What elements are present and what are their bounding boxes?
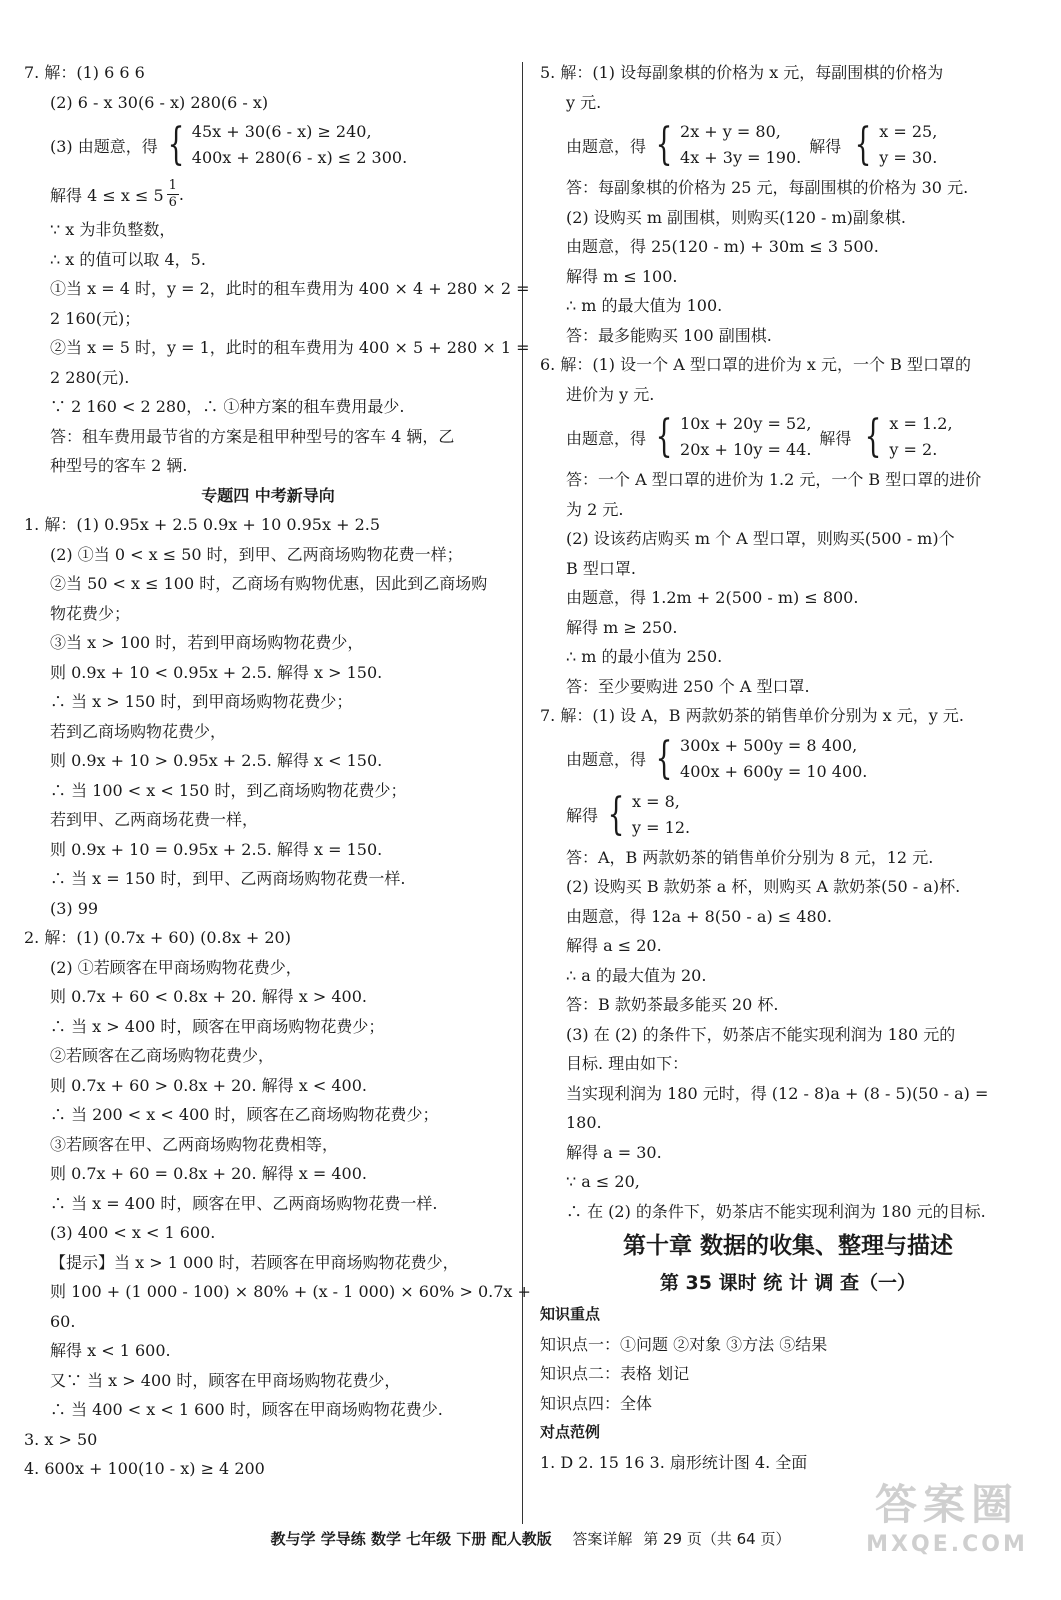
answer-line: ②当 50 < x ≤ 100 时，乙商场有购物优惠，因此到乙商场购 [50,574,488,593]
equation-system [540,117,1036,173]
equation-solution [540,787,1036,843]
answer-line: 180. [566,1113,602,1132]
left-brace-icon: { [655,411,673,462]
system-prefix: 解得 [566,806,599,825]
equation: 400x + 280(6 - x) ≤ 2 300. [191,148,408,167]
answer-line: ③若顾客在甲、乙两商场购物花费相等， [50,1134,339,1154]
answer-line: ∴ 当 x > 150 时，到甲商场购物花费少； [50,692,353,711]
period: . [178,184,185,204]
system-solution [632,789,690,841]
knowledge-line: 知识点四：全体 [540,1393,653,1413]
footer-page: 第 29 页（共 64 页） [643,1530,791,1548]
solution: x = 8, [632,791,680,811]
answer-line: 答：每副象棋的价格为 25 元，每副围棋的价格为 30 元. [566,178,969,197]
watermark-logo [847,1478,1047,1588]
answer-line: ∴ 当 x > 400 时，顾客在甲商场购物花费少； [50,1016,385,1036]
system-equations [192,119,407,171]
answer-line: (2) ①若顾客在甲商场购物花费少， [50,957,302,977]
answer-line: 则 0.9x + 10 = 0.95x + 2.5. 解得 x = 150. [50,839,383,859]
system-equations [680,119,801,171]
answer-line: 1. 解：(1) 0.95x + 2.5 0.9x + 10 0.95x + 2.5 [24,515,381,534]
answer-line: 则 0.7x + 60 = 0.8x + 20. 解得 x = 400. [50,1164,367,1183]
answer-line: (2) 设该药店购买 m 个 A 型口罩，则购买(500 - m)个 [566,529,955,548]
right-column [540,58,1036,1477]
solve-label: 解得 [819,428,852,448]
answer-line: 解得 m ≤ 100. [566,266,678,286]
answer-line: 为 2 元. [566,499,624,519]
answer-line: 答：租车费用最节省的方案是租甲种型号的客车 4 辆，乙 [50,426,455,446]
system-solution [889,411,952,463]
answer-line: 2 160(元)； [50,308,141,328]
system-prefix: 由题意，得 [566,428,647,448]
topic-heading: 专题四 中考新导向 [201,485,335,505]
solution: x = 1.2, [889,414,953,433]
answer-line: 6. 解：(1) 设一个 A 型口罩的进价为 x 元，一个 B 型口罩的 [540,355,971,374]
answer-line: 答：最多能购买 100 副围棋. [566,325,772,345]
answer-line: ∵ a ≤ 20, [566,1172,640,1191]
answer-line: 进价为 y 元. [566,384,655,404]
answer-line: (3) 400 < x < 1 600. [50,1223,216,1242]
system-prefix: (3) 由题意，得 [50,136,158,156]
equation: 400x + 600y = 10 400. [680,761,868,781]
system-prefix: 由题意，得 [566,136,647,156]
answer-line: (3) 99 [50,898,99,918]
answer-line: 由题意，得 12a + 8(50 - a) ≤ 480. [566,906,832,926]
answer-line: 由题意，得 25(120 - m) + 30m ≤ 3 500. [566,237,879,256]
answer-line: ∵ x 为非负整数， [50,220,176,239]
answer-line [24,173,512,215]
equation: 2x + y = 80, [680,122,781,141]
answer-line: ∴ x 的值可以取 4，5. [50,249,206,269]
answer-line: 则 100 + (1 000 - 100) × 80% + (x - 1 000) × 60% > 0.7x + [50,1282,531,1301]
system-equations [680,411,811,463]
system-prefix: 由题意，得 [566,750,647,769]
answer-line: 物花费少； [50,603,131,623]
solution: y = 12. [632,817,691,837]
answer-line: 若到乙商场购物花费少， [50,721,227,741]
solution: y = 30. [879,148,938,167]
equation: 45x + 30(6 - x) ≥ 240, [191,122,372,141]
answer-line: ②若顾客在乙商场购物花费少， [50,1046,275,1065]
answer-line: 当实现利润为 180 元时，得 (12 - 8)a + (8 - 5)(50 - a) = [566,1083,989,1103]
answer-line: 种型号的客车 2 辆. [50,456,188,475]
left-brace-icon: { [607,788,625,840]
answer-line: 4. 600x + 100(10 - x) ≥ 4 200 [24,1459,265,1478]
solution: y = 2. [889,440,938,459]
answer-line: 5. 解：(1) 设每副象棋的价格为 x 元，每副围棋的价格为 [540,63,944,82]
answer-line: 又∵ 当 x > 400 时，顾客在甲商场购物花费少， [50,1370,401,1390]
equation: 4x + 3y = 190. [680,148,802,167]
fraction-numerator: 1 [168,177,177,193]
answer-line: ③当 x > 100 时，若到甲商场购物花费少， [50,633,364,652]
answer-line: 解得 m ≥ 250. [566,617,678,637]
answer-line: y 元. [566,92,602,112]
solution: x = 25, [879,122,938,141]
equation-system [540,409,1036,465]
equation-system [540,731,1036,787]
knowledge-line: 知识点二：表格 划记 [540,1364,690,1383]
answer-line: 由题意，得 1.2m + 2(500 - m) ≤ 800. [566,588,859,607]
answer-line: ∴ m 的最小值为 250. [566,647,723,666]
answer-line: (2) 设购买 m 副围棋，则购买(120 - m)副象棋. [566,207,906,227]
answer-line: ∴ 在 (2) 的条件下，奶茶店不能实现利润为 180 元的目标. [566,1201,986,1221]
answer-line: 则 0.9x + 10 < 0.95x + 2.5. 解得 x > 150. [50,662,383,682]
watermark-text: 答案圈 [874,1480,1019,1529]
answer-line: ∴ 当 100 < x < 150 时，到乙商场购物花费少； [50,780,407,800]
chapter-title: 第十章 数据的收集、整理与描述 [622,1233,953,1259]
answer-line: 7. 解：(1) 6 6 6 [24,63,145,82]
answer-line: 3. x > 50 [24,1429,98,1449]
footer-brand: 教与学 学导练 数学 七年级 下册 配人教版 [270,1530,552,1548]
answer-line: 目标. 理由如下： [566,1054,689,1073]
watermark-url: MXQE.COM [866,1532,1028,1557]
answer-line: 则 0.7x + 60 < 0.8x + 20. 解得 x > 400. [50,987,367,1006]
answer-line: 2. 解：(1) (0.7x + 60) (0.8x + 20) [24,928,291,947]
answer-line: ∵ 2 160 < 2 280，∴ ①种方案的租车费用最少. [50,397,405,416]
section-heading: 知识重点 [540,1305,601,1323]
section-heading: 对点范例 [540,1423,601,1441]
answer-line: 解得 a = 30. [566,1142,662,1162]
answer-line: 60. [50,1311,76,1331]
left-brace-icon: { [655,732,673,784]
inequality-text: 解得 4 ≤ x ≤ 5 [50,185,164,205]
left-brace-icon: { [854,119,872,170]
answer-line: B 型口罩. [566,558,636,578]
answer-line: 则 0.7x + 60 > 0.8x + 20. 解得 x < 400. [50,1075,367,1095]
footer-label: 答案详解 [572,1530,633,1548]
answer-line: ∴ 当 x = 400 时，顾客在甲、乙两商场购物花费一样. [50,1193,438,1213]
answer-line: 解得 a ≤ 20. [566,936,662,955]
answer-line: (2) 设购买 B 款奶茶 a 杯，则购买 A 款奶茶(50 - a)杯. [566,877,961,896]
answer-line: 答：一个 A 型口罩的进价为 1.2 元，一个 B 型口罩的进价 [566,470,982,489]
fraction [167,178,179,211]
answer-line: 答：A，B 两款奶茶的销售单价分别为 8 元，12 元. [566,847,934,867]
answer-line: 7. 解：(1) 设 A，B 两款奶茶的销售单价分别为 x 元，y 元. [540,706,964,725]
system-solution [879,119,937,171]
answer-line: (2) 6 - x 30(6 - x) 280(6 - x) [50,92,269,112]
answer-line: ∴ m 的最大值为 100. [566,296,723,315]
hint-line: 【提示】当 x > 1 000 时，若顾客在甲商场购物花费少， [50,1252,459,1272]
answer-line: 解得 x < 1 600. [50,1341,171,1360]
left-brace-icon: { [655,119,673,170]
solve-label: 解得 [809,136,842,156]
answer-line: (3) 在 (2) 的条件下，奶茶店不能实现利润为 180 元的 [566,1024,956,1044]
system-equations [680,733,867,785]
answer-line: 则 0.9x + 10 > 0.95x + 2.5. 解得 x < 150. [50,751,383,770]
lesson-title: 第 35 课时 统 计 调 查（一） [659,1272,917,1294]
equation: 20x + 10y = 44. [680,440,812,459]
left-brace-icon: { [167,119,185,170]
answer-line: ∴ 当 x = 150 时，到甲、乙两商场购物花费一样. [50,869,406,888]
answer-line: ①当 x = 4 时，y = 2，此时的租车费用为 400 × 4 + 280 × 2 = [50,279,530,298]
answer-line: ②当 x = 5 时，y = 1，此时的租车费用为 400 × 5 + 280 × 1 = [50,338,530,357]
answer-line: 答：至少要购进 250 个 A 型口罩. [566,676,810,696]
left-brace-icon: { [865,411,882,462]
answer-line: 1. D 2. 15 16 3. 扇形统计图 4. 全面 [540,1452,808,1472]
answer-line: ∴ 当 400 < x < 1 600 时，顾客在甲商场购物花费少. [50,1400,443,1419]
answer-line: ∴ 当 200 < x < 400 时，顾客在乙商场购物花费少； [50,1105,439,1124]
answer-line: 若到甲、乙两商场花费一样， [50,810,259,829]
answer-line: 答：B 款奶茶最多能买 20 杯. [566,995,779,1014]
left-column [24,58,531,1484]
fraction-denominator: 6 [168,194,177,210]
answer-line: (2) ①当 0 < x ≤ 50 时，到甲、乙两商场购物花费一样； [50,544,463,564]
equation-system [24,117,512,173]
equation: 300x + 500y = 8 400, [680,735,858,755]
answer-line: 2 280(元). [50,367,130,387]
answer-line: ∴ a 的最大值为 20. [566,965,707,985]
equation: 10x + 20y = 52, [680,414,812,433]
knowledge-line: 知识点一：①问题 ②对象 ③方法 ⑤结果 [540,1334,828,1354]
